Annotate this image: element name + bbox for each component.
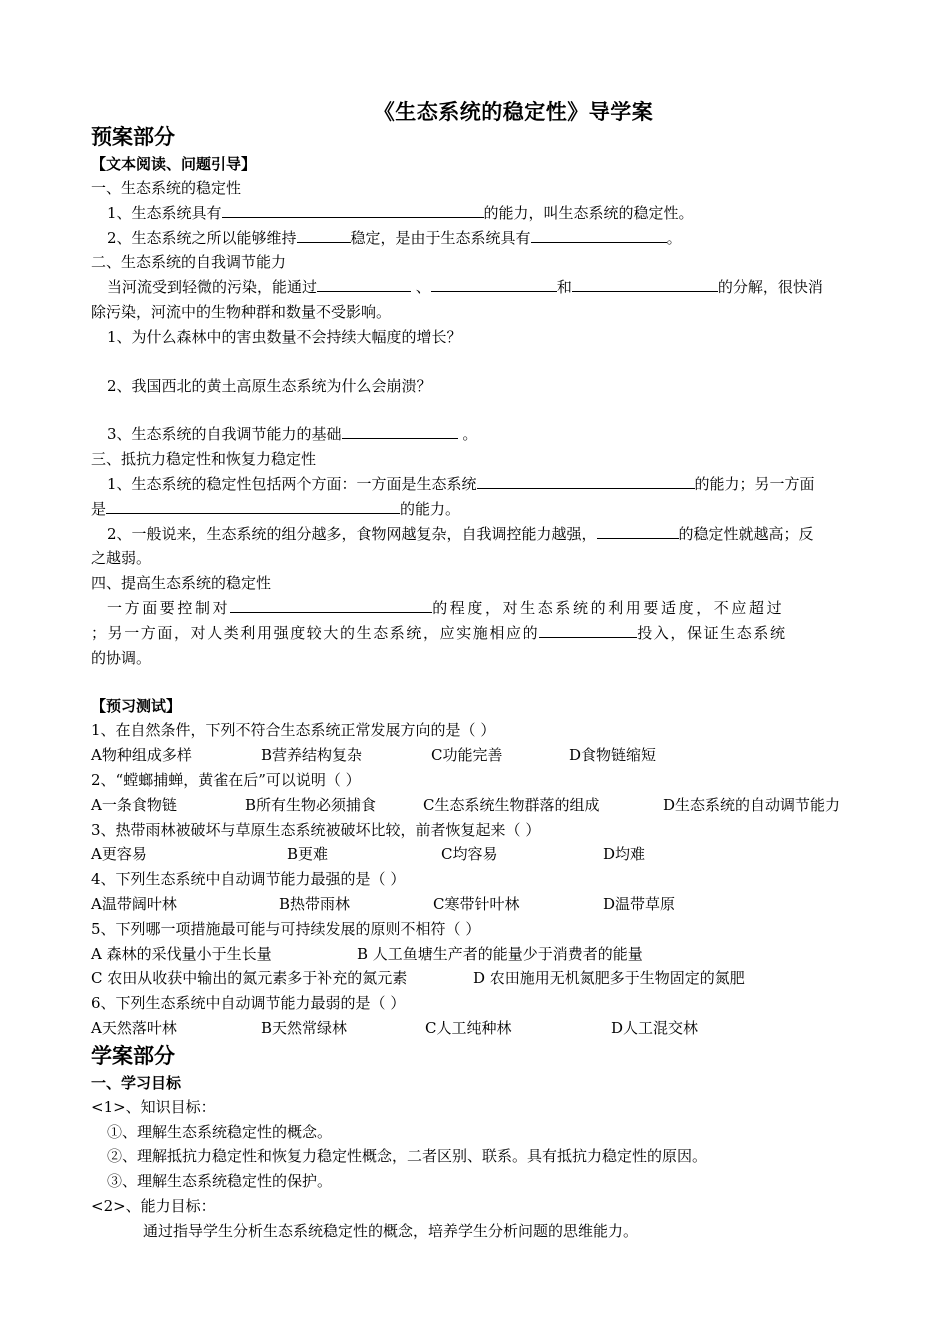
- knowledge-goals-label: <1>、知识目标：: [91, 1097, 216, 1116]
- option-c[interactable]: C功能完善: [431, 746, 503, 765]
- test-options-4: [91, 892, 861, 917]
- s2-question-3: [91, 422, 861, 447]
- fill-blank[interactable]: [222, 203, 484, 218]
- test-options-2: [91, 793, 861, 818]
- s3-q1-text-a: 1、生态系统的稳定性包括两个方面：一方面是生态系统: [107, 474, 477, 493]
- test-options-6: [91, 1016, 861, 1041]
- s3-question-2-line-2: 之越弱。: [91, 549, 152, 568]
- option-a[interactable]: A温带阔叶林: [91, 894, 177, 913]
- s3-question-2-line-1: [91, 522, 861, 547]
- test-question-2: 2、“螳螂捕蝉，黄雀在后”可以说明（ ）: [91, 770, 361, 789]
- option-b[interactable]: B天然常绿林: [261, 1018, 348, 1037]
- option-b[interactable]: B更难: [287, 845, 329, 864]
- section-3-title: 三、抵抗力稳定性和恢复力稳定性: [91, 450, 317, 469]
- fill-blank[interactable]: [477, 474, 695, 489]
- option-a[interactable]: A 森林的采伐量小于生长量: [91, 944, 272, 963]
- s2-question-2: 2、我国西北的黄土高原生态系统为什么会崩溃？: [107, 376, 432, 395]
- s2-q3-text-b: 。: [462, 425, 478, 444]
- s3-question-1-line-2: [91, 497, 861, 522]
- test-question-4: 4、下列生态系统中自动调节能力最强的是（ ）: [91, 870, 406, 889]
- fill-blank[interactable]: [317, 277, 411, 292]
- fill-blank[interactable]: [106, 499, 400, 514]
- option-d[interactable]: D 农田施用无机氮肥多于生物固定的氮肥: [473, 969, 745, 988]
- s3-question-1-line-1: [91, 472, 861, 497]
- option-c[interactable]: C人工纯种林: [425, 1018, 512, 1037]
- s4-paragraph-line-1: [91, 596, 861, 621]
- ability-goal-1: 通过指导学生分析生态系统稳定性的概念，培养学生分析问题的思维能力。: [143, 1221, 639, 1240]
- fill-blank[interactable]: [531, 228, 667, 243]
- option-d[interactable]: D人工混交林: [611, 1018, 699, 1037]
- goals-heading: 一、学习目标: [91, 1073, 182, 1092]
- section-2-title: 二、生态系统的自我调节能力: [91, 253, 287, 272]
- s2-paragraph-line-1: [91, 275, 861, 300]
- s4-p2-text-b: 投入，保证生态系统: [637, 623, 787, 642]
- reading-heading: 【文本阅读、问题引导】: [91, 155, 257, 173]
- test-options-5-line-2: [91, 966, 861, 991]
- s2-p1-text-a: 当河流受到轻微的污染，能通过: [107, 278, 318, 297]
- s1-q2-text-a: 2、生态系统之所以能够维持: [107, 228, 297, 247]
- fill-blank[interactable]: [572, 277, 718, 292]
- s2-p1-text-b: 、: [415, 278, 431, 297]
- option-d[interactable]: D温带草原: [603, 894, 676, 913]
- knowledge-goal-1: ①、理解生态系统稳定性的概念。: [107, 1122, 333, 1141]
- knowledge-goal-2: ②、理解抵抗力稳定性和恢复力稳定性概念，二者区别、联系。具有抵抗力稳定性的原因。: [107, 1147, 708, 1166]
- s4-paragraph-line-3: 的协调。: [91, 648, 152, 667]
- study-heading: 学案部分: [91, 1042, 175, 1068]
- option-a[interactable]: A物种组成多样: [91, 746, 192, 765]
- test-options-1: [91, 743, 861, 768]
- s1-question-2: [91, 226, 861, 251]
- s4-p1-text-b: 的程度，对生态系统的利用要适度，不应超过: [432, 598, 785, 617]
- ability-goals-label: <2>、能力目标：: [91, 1196, 216, 1215]
- option-a[interactable]: A更容易: [91, 845, 147, 864]
- option-b[interactable]: B热带雨林: [279, 894, 351, 913]
- s2-question-1: 1、为什么森林中的害虫数量不会持续大幅度的增长？: [107, 327, 462, 346]
- document-page: [91, 92, 861, 1243]
- s1-q1-text-b: 的能力，叫生态系统的稳定性。: [483, 203, 694, 222]
- option-d[interactable]: D均难: [603, 845, 646, 864]
- option-d[interactable]: D生态系统的自动调节能力: [663, 795, 841, 814]
- s1-q2-text-b: 稳定，是由于生态系统具有: [350, 228, 531, 247]
- fill-blank[interactable]: [597, 524, 679, 539]
- test-question-6: 6、下列生态系统中自动调节能力最弱的是（ ）: [91, 994, 406, 1013]
- test-question-5: 5、下列哪一项措施最可能与可持续发展的原则不相符（ ）: [91, 919, 481, 938]
- option-d[interactable]: D食物链缩短: [569, 746, 657, 765]
- option-a[interactable]: A天然落叶林: [91, 1018, 177, 1037]
- s1-question-1: [91, 201, 861, 226]
- option-c[interactable]: C寒带针叶林: [433, 894, 520, 913]
- s4-p2-text-a: ；另一方面，对人类利用强度较大的生态系统，应实施相应的: [91, 623, 540, 642]
- s1-q2-text-c: 。: [666, 228, 682, 247]
- option-c[interactable]: C均容易: [441, 845, 498, 864]
- s1-q1-text-a: 1、生态系统具有: [107, 203, 222, 222]
- s3-q1-text-b: 的能力；另一方面: [694, 474, 815, 493]
- preview-heading: 预案部分: [91, 124, 175, 149]
- s3-q2-text-b: 的稳定性就越高；反: [678, 524, 814, 543]
- test-question-1: 1、在自然条件，下列不符合生态系统正常发展方向的是（ ）: [91, 721, 496, 740]
- test-options-5-line-1: [91, 942, 861, 967]
- option-b[interactable]: B营养结构复杂: [261, 746, 363, 765]
- option-c[interactable]: C 农田从收获中输出的氮元素多于补充的氮元素: [91, 969, 408, 988]
- s4-paragraph-line-2: [91, 621, 861, 646]
- fill-blank[interactable]: [431, 277, 557, 292]
- section-1-title: 一、生态系统的稳定性: [91, 179, 242, 197]
- option-a[interactable]: A一条食物链: [91, 795, 177, 814]
- option-b[interactable]: B 人工鱼塘生产者的能量少于消费者的能量: [357, 944, 643, 963]
- s2-paragraph-line-2: 除污染，河流中的生物种群和数量不受影响。: [91, 302, 392, 321]
- fill-blank[interactable]: [230, 598, 432, 613]
- s3-q2-text-a: 2、一般说来，生态系统的组分越多，食物网越复杂，自我调控能力越强，: [107, 524, 597, 543]
- s2-p1-text-d: 的分解，很快消: [717, 278, 823, 297]
- s3-q1-text-d: 的能力。: [400, 499, 461, 518]
- s3-q1-text-c: 是: [91, 499, 107, 518]
- fill-blank[interactable]: [342, 424, 458, 439]
- s2-q3-text-a: 3、生态系统的自我调节能力的基础: [107, 425, 342, 444]
- test-heading: 【预习测试】: [91, 697, 182, 716]
- test-options-3: [91, 842, 861, 867]
- fill-blank[interactable]: [297, 228, 351, 243]
- option-c[interactable]: C生态系统生物群落的组成: [423, 795, 600, 814]
- option-b[interactable]: B所有生物必须捕食: [245, 795, 377, 814]
- document-title: 《生态系统的稳定性》导学案: [373, 99, 654, 124]
- knowledge-goal-3: ③、理解生态系统稳定性的保护。: [107, 1172, 333, 1191]
- fill-blank[interactable]: [539, 623, 637, 638]
- s2-p1-text-c: 和: [556, 278, 572, 297]
- test-question-3: 3、热带雨林被破坏与草原生态系统被破坏比较，前者恢复起来（ ）: [91, 820, 541, 839]
- s4-p1-text-a: 一方面要控制对: [107, 598, 231, 617]
- section-4-title: 四、提高生态系统的稳定性: [91, 574, 272, 593]
